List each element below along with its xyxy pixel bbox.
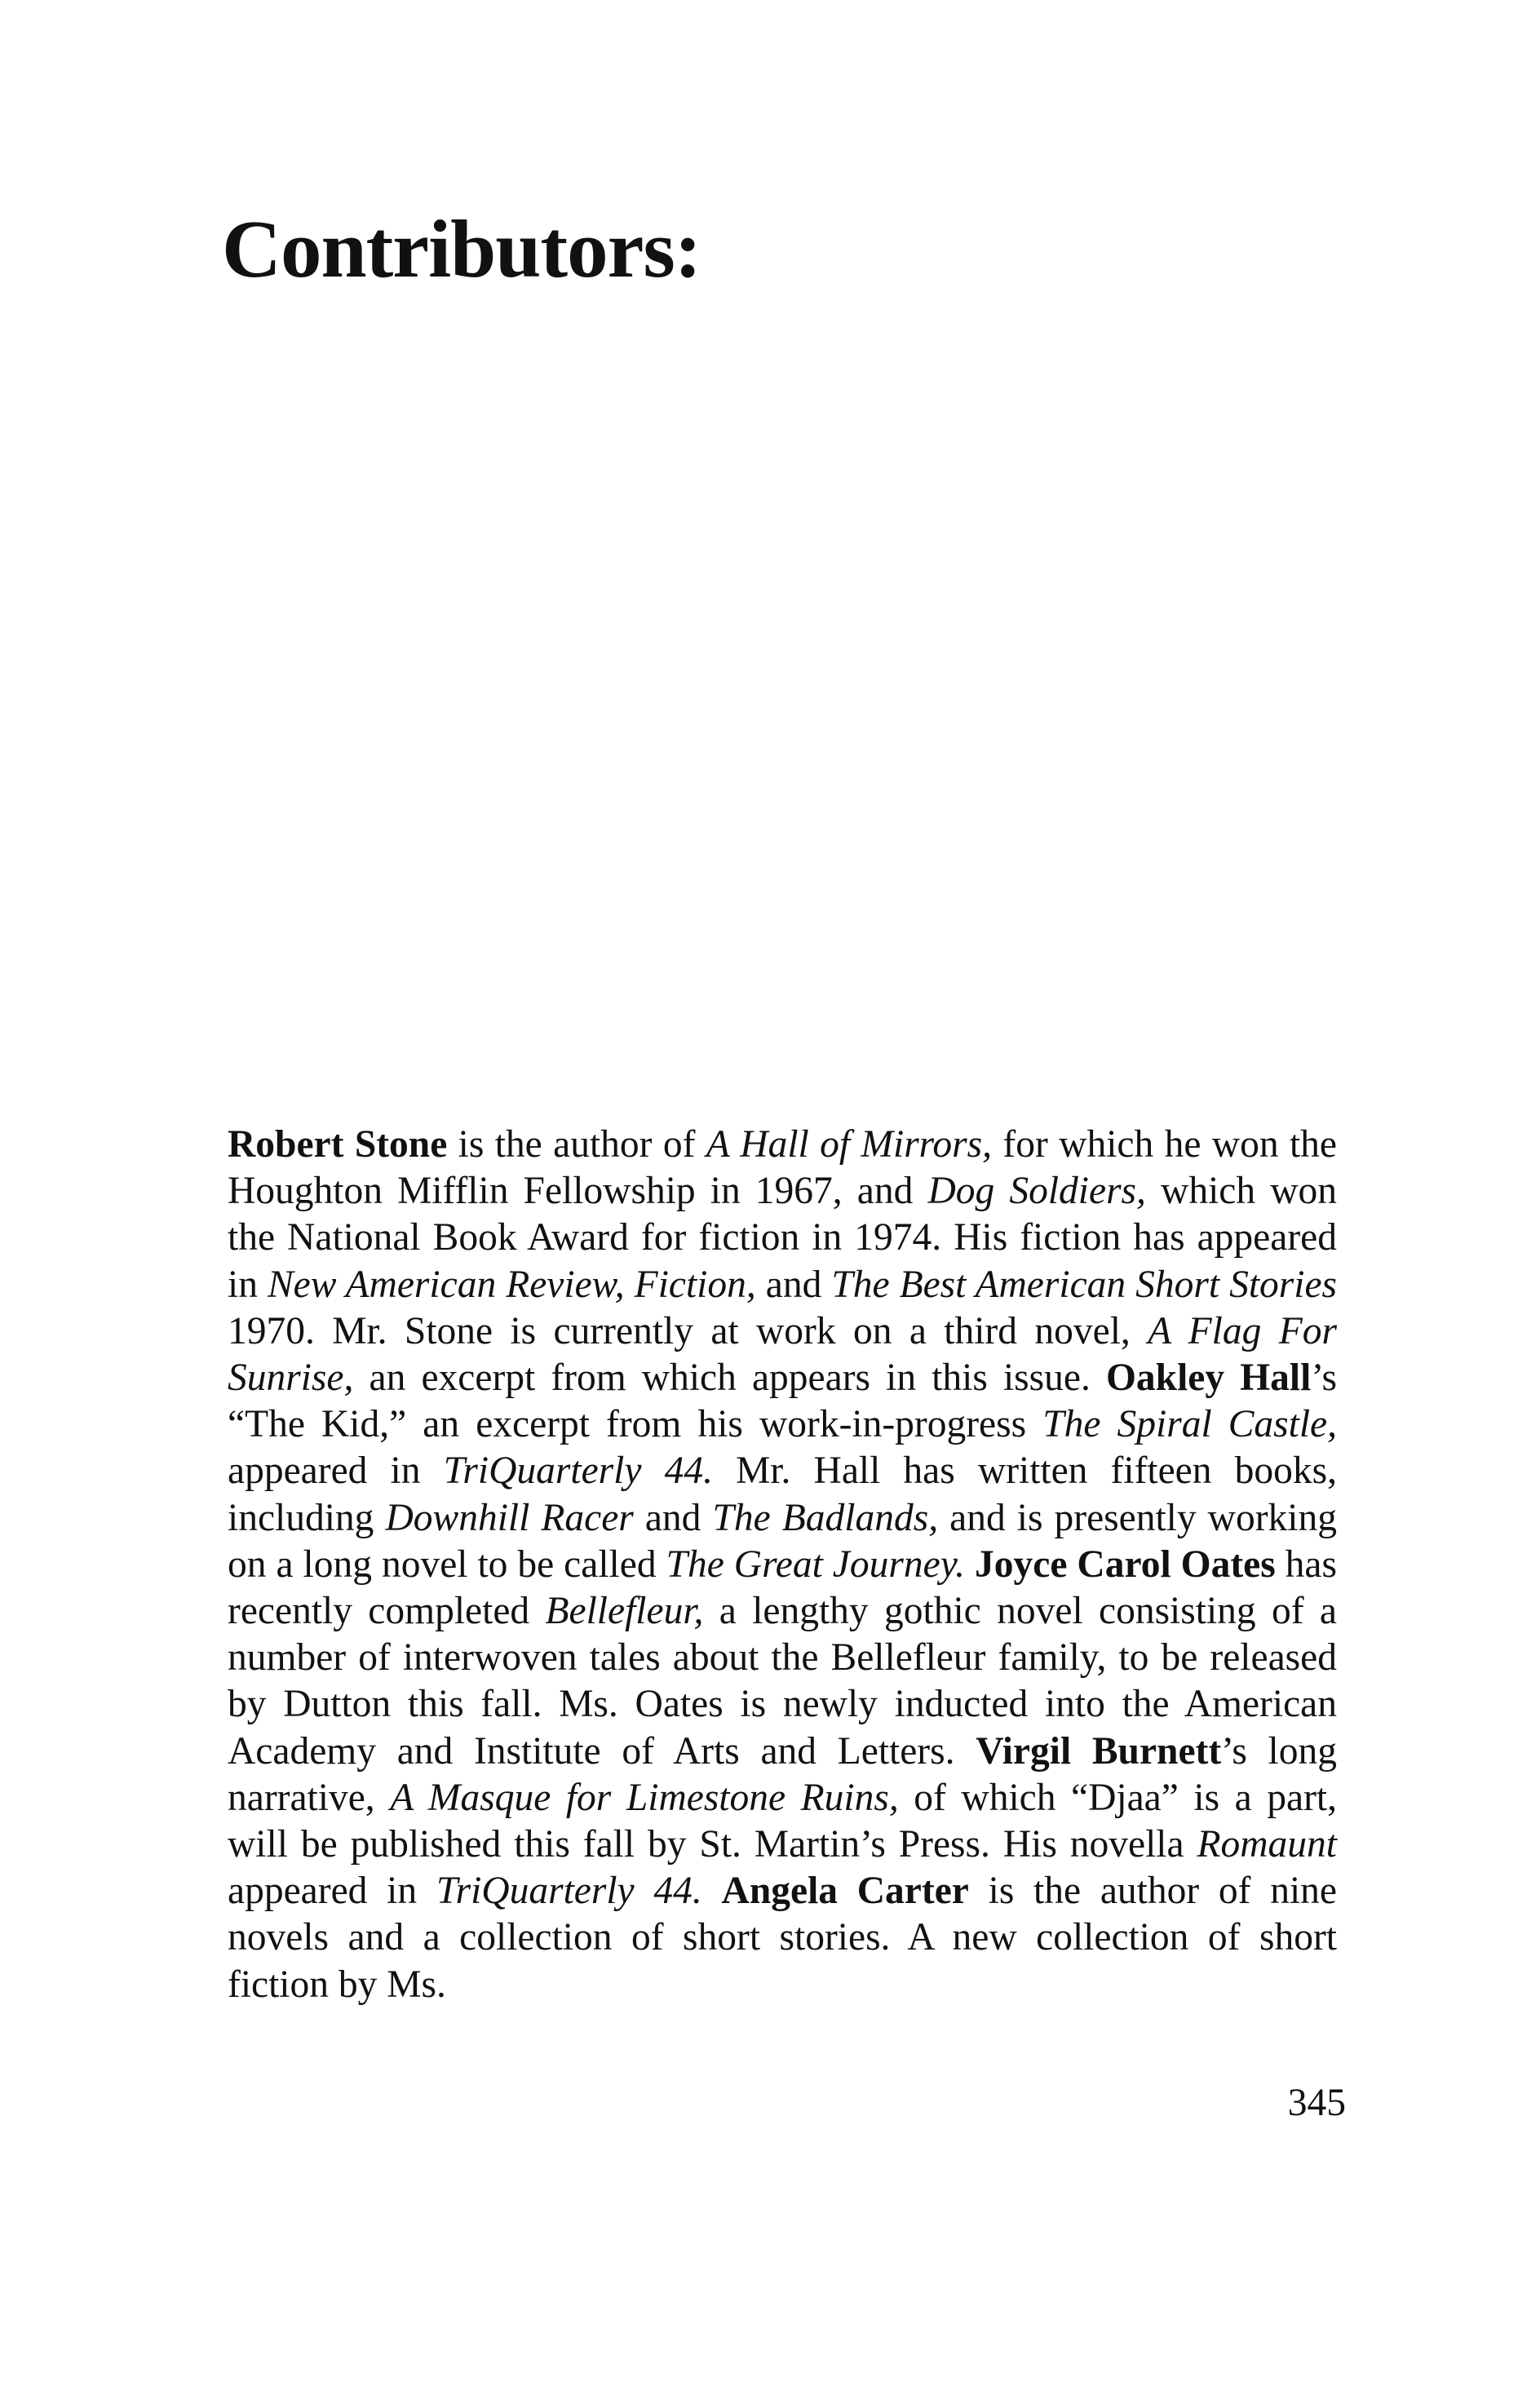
page-heading: Contributors: xyxy=(222,203,701,294)
body-text-run: appeared in xyxy=(228,1450,444,1493)
body-text-run: a lengthy gothic novel consisting of a number of interwoven tales about the Bellefleur family, to be released by Dutton this fall. Ms. Oates is newly inducted into the American Academy and Institute of Arts and Letters. xyxy=(228,1590,1337,1773)
body-text-run: an excerpt from which appears in this issue. xyxy=(353,1357,1106,1400)
body-text-run: is the author of xyxy=(447,1123,706,1166)
body-text-run: and is presently working on a long novel to be called xyxy=(228,1496,1337,1586)
work-title: Downhill Racer xyxy=(385,1496,634,1539)
work-title: Romaunt xyxy=(1197,1823,1337,1866)
body-text-run: Mr. Hall has written fifteen books, including xyxy=(228,1450,1337,1539)
work-title: A Flag For Sunrise, xyxy=(228,1309,1337,1400)
body-text-run: and xyxy=(755,1263,832,1306)
work-title: Dog Soldiers, xyxy=(927,1170,1146,1213)
body-text-run: ’s long narrative, xyxy=(228,1729,1337,1819)
body-text-run xyxy=(965,1543,975,1586)
work-title: A Hall of Mirrors, xyxy=(706,1123,993,1166)
contributor-name: Oakley Hall xyxy=(1105,1357,1312,1400)
body-text-run: for which he won the Houghton Mifflin Fellowship in 1967, and xyxy=(228,1123,1337,1213)
work-title: New American Review, Fiction, xyxy=(267,1263,756,1306)
body-text-run: has recently completed xyxy=(228,1543,1337,1633)
contributors-paragraph xyxy=(228,1122,1337,2008)
work-title: TriQuarterly 44. xyxy=(443,1450,713,1493)
work-title: The Great Journey. xyxy=(666,1543,966,1586)
body-text-run: appeared in xyxy=(228,1870,436,1913)
body-text-run: and xyxy=(633,1496,713,1539)
contributor-name: Virgil Burnett xyxy=(976,1729,1222,1773)
body-text-run: which won the National Book Award for fiction in 1974. His fiction has appeared in xyxy=(228,1170,1337,1306)
work-title: The Badlands, xyxy=(712,1496,939,1539)
work-title: A Masque for Limestone Ruins, xyxy=(390,1776,899,1819)
body-text-run xyxy=(702,1870,722,1912)
contributor-name: Joyce Carol Oates xyxy=(975,1543,1276,1586)
body-text-run: ’s “The Kid,” an excerpt from his work-in-progress xyxy=(228,1357,1337,1446)
work-title: TriQuarterly 44. xyxy=(436,1870,702,1913)
page-number: 345 xyxy=(1287,2082,1346,2124)
contributor-name: Robert Stone xyxy=(228,1123,448,1166)
work-title: The Best American Short Stories xyxy=(831,1263,1338,1306)
work-title: Bellefleur, xyxy=(545,1590,704,1633)
body-text-run: 1970. Mr. Stone is currently at work on a third novel, xyxy=(228,1309,1148,1352)
work-title: The Spiral Castle, xyxy=(1042,1403,1337,1446)
body-text-run: of which “Djaa” is a part, will be published this fall by St. Martin’s Press. His novella xyxy=(228,1776,1337,1866)
body-text-run: is the author of nine novels and a collection of short stories. A new collection of short fiction by Ms. xyxy=(228,1870,1338,2006)
contributor-name: Angela Carter xyxy=(721,1870,969,1913)
